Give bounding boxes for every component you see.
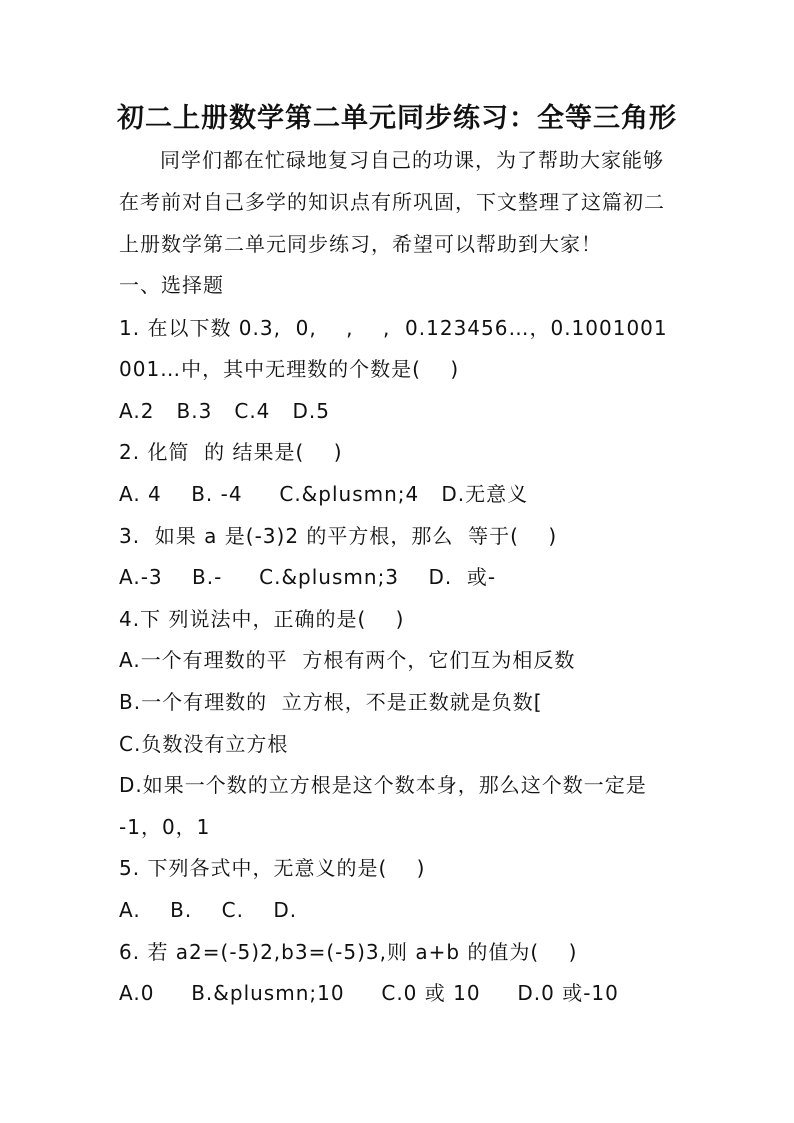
section-heading: 一、选择题	[119, 273, 224, 297]
question-4-option-d: D.如果一个数的立方根是这个数本身，那么这个数一定是	[119, 773, 647, 797]
question-2-options: A. 4 B. -4 C.&plusmn;4 D.无意义	[119, 482, 529, 506]
question-4-option-a: A.一个有理数的平 方根有两个，它们互为相反数	[119, 648, 576, 672]
question-5: 5. 下列各式中，无意义的是( )	[119, 856, 426, 880]
intro-line-3: 上册数学第二单元同步练习，希望可以帮助到大家！	[119, 232, 602, 256]
question-5-options: A. B. C. D.	[119, 898, 298, 922]
question-4-option-c: C.负数没有立方根	[119, 732, 289, 756]
question-4-option-d-continued: -1，0，1	[119, 815, 211, 839]
question-4: 4.下 列说法中，正确的是( )	[119, 607, 405, 631]
question-3: 3. 如果 a 是(-3)2 的平方根，那么 等于( )	[119, 524, 558, 548]
intro-line-2: 在考前对自己多学的知识点有所巩固，下文整理了这篇初二	[119, 190, 665, 214]
question-6: 6. 若 a2=(-5)2,b3=(-5)3,则 a+b 的值为( )	[119, 940, 578, 964]
question-1-line-1: 1. 在以下数 0.3, 0, , , 0.123456…，0.1001001	[119, 316, 668, 340]
question-2: 2. 化简 的 结果是( )	[119, 440, 343, 464]
question-1-line-2: 001…中，其中无理数的个数是( )	[119, 357, 460, 381]
question-3-options: A.-3 B.- C.&plusmn;3 D. 或-	[119, 565, 497, 589]
page-title: 初二上册数学第二单元同步练习：全等三角形	[117, 103, 677, 134]
question-1-options: A.2 B.3 C.4 D.5	[119, 399, 330, 423]
question-4-option-b: B.一个有理数的 立方根，不是正数就是负数[	[119, 690, 543, 714]
question-6-options: A.0 B.&plusmn;10 C.0 或 10 D.0 或-10	[119, 981, 619, 1005]
intro-line-1: 同学们都在忙碌地复习自己的功课，为了帮助大家能够	[160, 148, 664, 172]
